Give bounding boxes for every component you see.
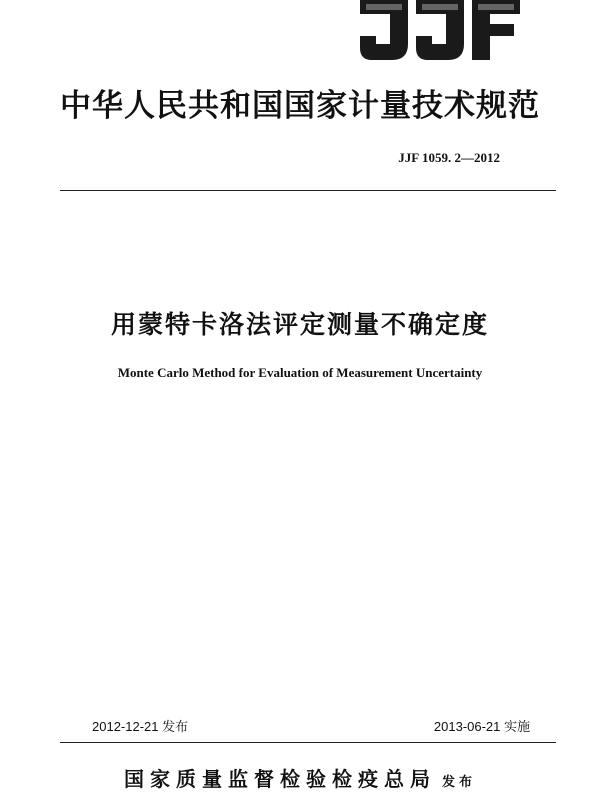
country-standard-title: 中华人民共和国国家计量技术规范 xyxy=(60,88,540,124)
document-title-en: Monte Carlo Method for Evaluation of Measurement Uncertainty xyxy=(117,365,483,380)
publisher-name: 国家质量监督检验检疫总局 xyxy=(123,767,436,791)
jjf-logo-mark xyxy=(356,0,524,62)
header-divider xyxy=(60,190,556,191)
standard-number: JJF 1059. 2—2012 xyxy=(398,150,500,165)
jjf-logo xyxy=(356,0,524,62)
effective-date: 2013-06-21 实施 xyxy=(433,719,530,734)
publisher-action: 发布 xyxy=(441,775,476,790)
issue-date: 2012-12-21 发布 xyxy=(92,719,189,734)
document-title-cn: 用蒙特卡洛法评定测量不确定度 xyxy=(110,310,489,339)
footer-divider xyxy=(60,742,556,743)
publisher xyxy=(0,763,600,792)
